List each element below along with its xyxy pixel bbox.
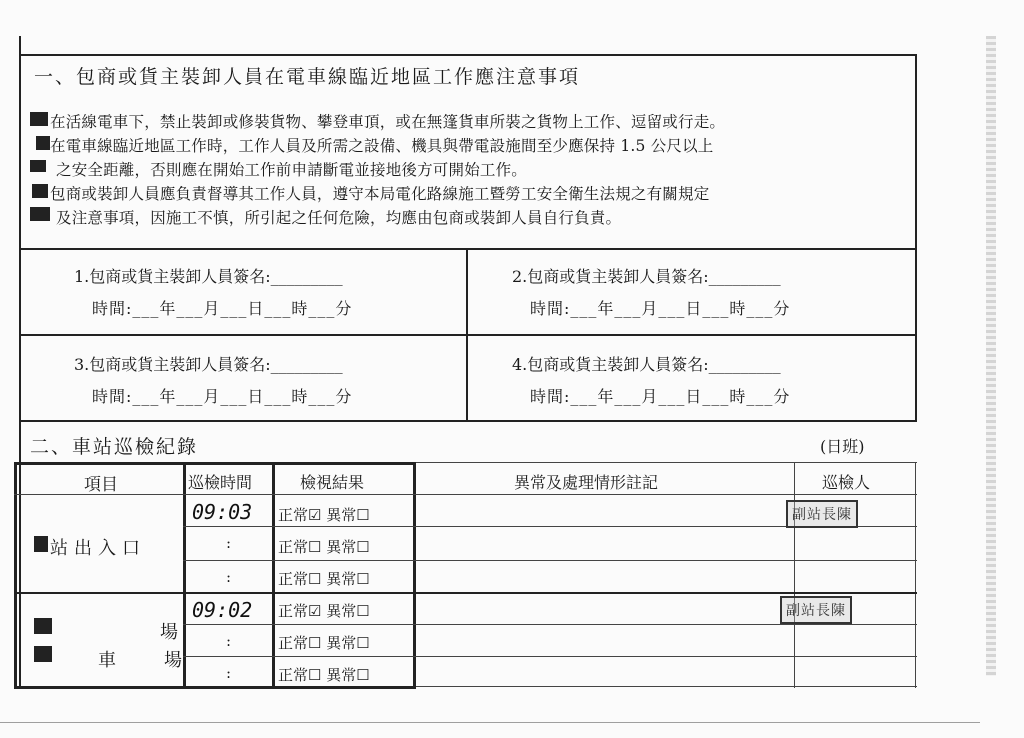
notice-line: 及注意事項，因施工不慎，所引起之任何危險，均應由包商或裝卸人員自行負責。 bbox=[56, 209, 622, 227]
table-bottom-rule bbox=[414, 686, 917, 687]
signature-label-4[interactable]: 4.包商或貨主裝卸人員簽名:_________ bbox=[512, 355, 781, 374]
group-label-entrance: 站出入口 bbox=[50, 538, 146, 559]
redaction-mark bbox=[36, 136, 50, 150]
inspector-stamp: 副站長陳 bbox=[780, 596, 852, 624]
result-checkbox[interactable]: 正常☑ 異常☐ bbox=[278, 602, 370, 620]
scan-edge-mark bbox=[986, 36, 996, 676]
header-notes: 異常及處理情形註記 bbox=[514, 473, 659, 492]
group-label-yard-top: 場 bbox=[160, 622, 178, 643]
signature-label-1[interactable]: 1.包商或貨主裝卸人員簽名:_________ bbox=[74, 267, 343, 286]
header-rule bbox=[14, 494, 917, 495]
redaction-mark bbox=[30, 160, 46, 172]
table-top-bold bbox=[14, 462, 416, 465]
redaction-mark bbox=[30, 207, 50, 221]
shift-label: (日班) bbox=[820, 437, 865, 456]
redaction-mark bbox=[34, 536, 48, 552]
signature-time-1[interactable]: 時間:___年___月___日___時___分 bbox=[92, 299, 353, 318]
inspection-time[interactable]: : bbox=[226, 568, 232, 586]
table-bottom-bold bbox=[14, 686, 416, 689]
inspection-time[interactable]: : bbox=[226, 534, 232, 552]
signature-time-3[interactable]: 時間:___年___月___日___時___分 bbox=[92, 387, 353, 406]
row-rule bbox=[183, 560, 917, 561]
table-left-bold bbox=[14, 462, 17, 688]
result-checkbox[interactable]: 正常☐ 異常☐ bbox=[278, 538, 370, 556]
result-checkbox[interactable]: 正常☑ 異常☐ bbox=[278, 506, 370, 524]
redaction-mark bbox=[34, 618, 52, 634]
scan-noise-line bbox=[0, 722, 980, 723]
col-divider-time bbox=[272, 462, 275, 688]
result-checkbox[interactable]: 正常☐ 異常☐ bbox=[278, 666, 370, 684]
row-rule bbox=[183, 656, 917, 657]
redaction-mark bbox=[34, 646, 52, 662]
group-rule bbox=[14, 592, 917, 594]
header-inspector: 巡檢人 bbox=[822, 473, 871, 492]
group-label-yard: 車 場 bbox=[98, 650, 186, 671]
signature-time-4[interactable]: 時間:___年___月___日___時___分 bbox=[530, 387, 791, 406]
col-divider-notes bbox=[794, 462, 795, 688]
inspection-time[interactable]: : bbox=[226, 664, 232, 682]
top-rule bbox=[19, 54, 917, 56]
col-divider-result bbox=[413, 462, 416, 688]
notice-line: 在活線電車下，禁止裝卸或修裝貨物、攀登車頂，或在無篷貨車所裝之貨物上工作、逗留或行走。 bbox=[50, 113, 726, 131]
inspector-stamp: 副站長陳 bbox=[786, 500, 858, 528]
inspection-time[interactable]: 09:03 bbox=[192, 500, 253, 524]
table-right-rule bbox=[915, 462, 916, 688]
table-top-rule bbox=[414, 462, 917, 463]
section1-title: 一、包商或貨主裝卸人員在電車線臨近地區工作應注意事項 bbox=[34, 66, 581, 88]
right-border bbox=[915, 54, 917, 422]
signature-label-3[interactable]: 3.包商或貨主裝卸人員簽名:_________ bbox=[74, 355, 343, 374]
row-rule bbox=[183, 624, 917, 625]
notice-bottom-rule bbox=[19, 248, 917, 250]
notice-line: 之安全距離，否則應在開始工作前申請斷電並接地後方可開始工作。 bbox=[56, 161, 528, 179]
redaction-mark bbox=[30, 112, 48, 126]
inspection-time[interactable]: : bbox=[226, 632, 232, 650]
signature-mid-rule bbox=[19, 334, 917, 336]
signature-label-2[interactable]: 2.包商或貨主裝卸人員簽名:_________ bbox=[512, 267, 781, 286]
header-item: 項目 bbox=[84, 475, 118, 495]
redaction-mark bbox=[32, 184, 48, 198]
signature-time-2[interactable]: 時間:___年___月___日___時___分 bbox=[530, 299, 791, 318]
notice-line: 在電車線臨近地區工作時，工作人員及所需之設備、機具與帶電設施間至少應保持 1.5 公尺以上 bbox=[50, 137, 714, 155]
result-checkbox[interactable]: 正常☐ 異常☐ bbox=[278, 570, 370, 588]
signature-bottom-rule bbox=[19, 420, 917, 422]
header-result: 檢視結果 bbox=[300, 473, 365, 492]
section2-title: 二、車站巡檢紀錄 bbox=[30, 436, 199, 458]
result-checkbox[interactable]: 正常☐ 異常☐ bbox=[278, 634, 370, 652]
header-time: 巡檢時間 bbox=[188, 473, 253, 492]
left-border bbox=[19, 36, 21, 688]
notice-line: 包商或裝卸人員應負責督導其工作人員，遵守本局電化路線施工暨勞工安全衛生法規之有關規定 bbox=[50, 185, 710, 203]
inspection-time[interactable]: 09:02 bbox=[192, 598, 253, 622]
